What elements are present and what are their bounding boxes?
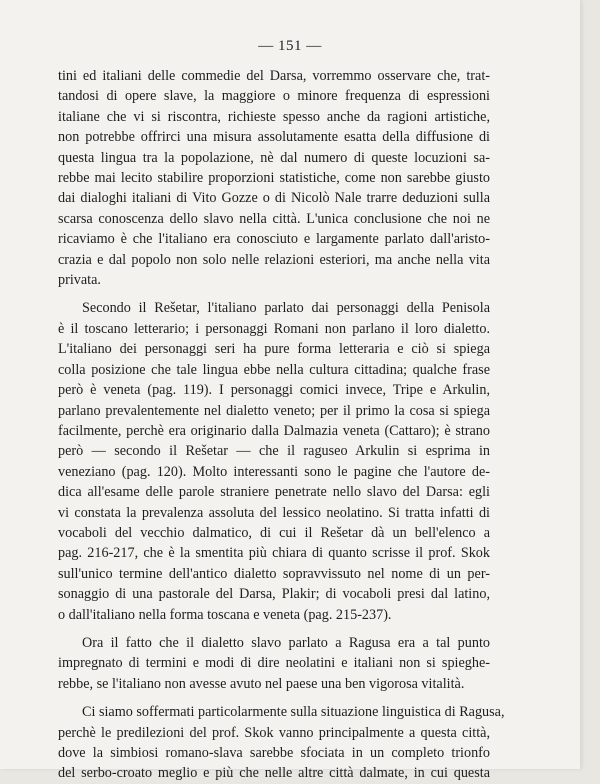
text-line: veneziano (pag. 120). Molto interessanti sono le pagine che l'autore de- bbox=[58, 463, 490, 480]
text-line: Secondo il Rešetar, l'italiano parlato dai personaggi della Penisola bbox=[82, 300, 490, 317]
text-line: vocaboli del vecchio dalmatico, di cui il Rešetar dà un bell'elenco a bbox=[58, 524, 490, 541]
paragraph-4 bbox=[58, 702, 505, 784]
text-line: dove la simbiosi romano-slava sarebbe sfociata in un completo trionfo bbox=[58, 745, 490, 761]
text-line: questa lingua tra la popolazione, nè dal numero di queste locuzioni sa- bbox=[58, 149, 490, 166]
text-line: perchè le predilezioni del prof. Skok vanno principalmente a questa città, bbox=[58, 724, 490, 741]
text-line: ricaviamo è che l'italiano era conosciuto e largamente parlato dall'aristo- bbox=[58, 231, 490, 248]
text-line: però è veneta (pag. 119). I personaggi comici invece, Tripe e Arkulin, bbox=[58, 382, 490, 399]
paragraph-3 bbox=[58, 633, 490, 694]
text-line: italiane che vi si riscontra, richieste spesso anche da ragioni artistiche, bbox=[58, 108, 490, 125]
text-line: crazia e dal popolo non solo nelle relazioni esteriori, ma anche nella vita bbox=[58, 251, 490, 268]
body-text bbox=[58, 66, 505, 784]
text-line: però — secondo il Rešetar — che il raguseo Arkulin si esprima in bbox=[58, 443, 490, 460]
text-line: del serbo-croato meglio e più che nelle altre città dalmate, in cui questa bbox=[58, 765, 490, 782]
text-line: impregnato di termini e modi di dire neolatini e italiani non si spieghe- bbox=[58, 655, 490, 672]
text-line: tandosi di opere slave, la maggiore o minore frequenza di espressioni bbox=[58, 88, 490, 105]
text-line: parlano prevalentemente nel dialetto veneto; per il primo la cosa si spiega bbox=[58, 402, 490, 419]
text-line: pag. 216-217, che è la smentita più chiara di quanto scrisse il prof. Skok bbox=[58, 545, 490, 562]
text-line: colla posizione che tale lingua ebbe nella cultura cittadina; qualche frase bbox=[58, 361, 490, 378]
text-line: vi constata la prevalenza assoluta del lessico neolatino. Si tratta infatti di bbox=[58, 504, 490, 521]
text-line: Ora il fatto che il dialetto slavo parlato a Ragusa era a tal punto bbox=[82, 634, 490, 651]
text-line: Ci siamo soffermati particolarmente sulla situazione linguistica di Ragusa, bbox=[82, 704, 505, 721]
text-line: è il toscano letterario; i personaggi Romani non parlano il loro dialetto. bbox=[58, 320, 490, 337]
text-line: sonaggio di una pastorale del Darsa, Plakir; di vocaboli presi dal latino, bbox=[58, 586, 490, 603]
text-line: scarsa conoscenza dello slavo nella città. L'unica conclusione che noi ne bbox=[58, 210, 490, 227]
text-line: rebbe, se l'italiano non avesse avuto nel paese una ben vigorosa vitalità. bbox=[58, 675, 465, 692]
text-line: o dall'italiano nella forma toscana e veneta (pag. 215-237). bbox=[58, 606, 392, 623]
text-line: facilmente, perchè era originario dalla Dalmazia veneta (Cattaro); è strano bbox=[58, 422, 490, 439]
page-number: — 151 — bbox=[258, 38, 322, 54]
text-line: dica all'esame delle parole straniere penetrate nello slavo del Darsa: egli bbox=[58, 484, 490, 501]
paragraph-1 bbox=[58, 66, 490, 290]
text-line: non potrebbe offrirci una misura assolutamente esatta della diffusione di bbox=[58, 129, 490, 146]
text-line: privata. bbox=[58, 272, 101, 289]
text-line: rebbe mai lecito stabilire proporzioni statistiche, come non sarebbe giusto bbox=[58, 170, 490, 187]
text-line: tini ed italiani delle commedie del Darsa, vorremmo osservare che, trat- bbox=[58, 68, 490, 84]
text-line: L'italiano dei personaggi seri ha pure forma letteraria e ciò si spiega bbox=[58, 341, 490, 358]
text-line: dai dialoghi italiani di Vito Gozze o di Nicolò Nale trarre deduzioni sulla bbox=[58, 190, 490, 207]
paragraph-2 bbox=[58, 298, 490, 625]
text-line: sull'unico termine dell'antico dialetto sopravvissuto nel nome di un per- bbox=[58, 565, 490, 582]
